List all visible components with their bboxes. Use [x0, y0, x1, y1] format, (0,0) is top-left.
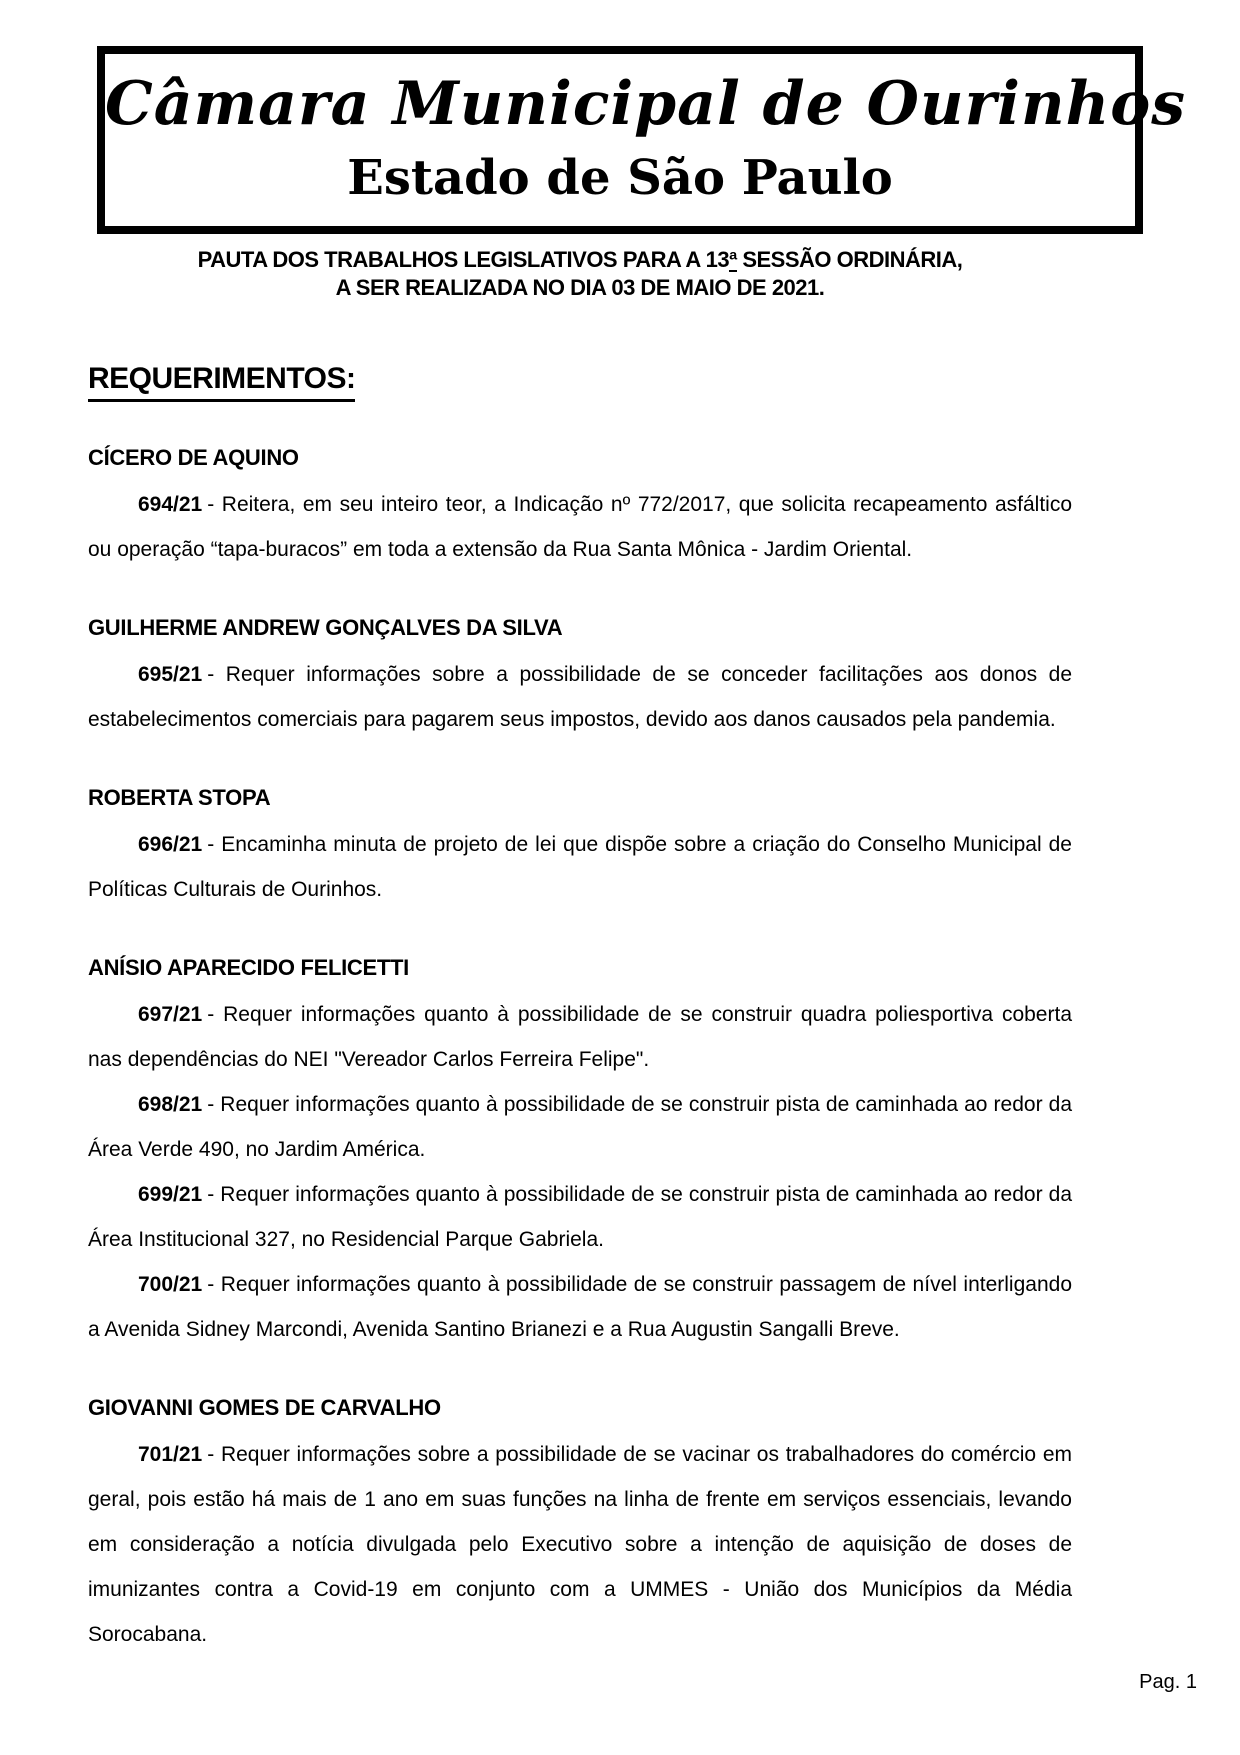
section-title: REQUERIMENTOS:: [88, 362, 355, 402]
org-title: Câmara Municipal de Ourinhos: [105, 69, 1187, 139]
requerimento-number: 697/21: [138, 1003, 203, 1026]
requerimento-text: - Requer informações quanto à possibilidade de se construir pista de caminhada ao redor da Área Verde 490, no Jardim América.: [88, 1093, 1072, 1161]
requerimento-item: [88, 822, 1072, 912]
author-items: [88, 822, 1072, 912]
requerimento-item: [88, 1262, 1072, 1352]
requerimento-text: - Requer informações sobre a possibilidade de se conceder facilitações aos donos de estabelecimentos comerciais para pagarem seus impostos, devido aos danos causados pela pandemia.: [88, 663, 1072, 731]
notice-line1-tail: SESSÃO ORDINÁRIA,: [736, 247, 963, 272]
author-items: [88, 992, 1072, 1352]
requerimento-number: 700/21: [138, 1273, 203, 1296]
author-name: CÍCERO DE AQUINO: [88, 445, 299, 470]
page-number: Pag. 1: [1139, 1671, 1197, 1693]
requerimento-number: 696/21: [138, 833, 203, 856]
author-items: [88, 482, 1072, 572]
requerimento-item: [88, 1432, 1072, 1657]
requerimento-text: - Requer informações sobre a possibilidade de se vacinar os trabalhadores do comércio em geral, pois estão há mais de 1 ano em suas funções na linha de frente em serviços essenciais, levando em consideração a notícia divulgada pelo Executivo sobre a intenção de aquisição de doses de imunizantes contra a Covid-19 em conjunto com a UMMES - União dos Municípios da Média Sorocabana.: [88, 1443, 1072, 1646]
notice-line1-text: PAUTA DOS TRABALHOS LEGISLATIVOS PARA A 13: [197, 247, 730, 272]
document-content: [88, 246, 1072, 1657]
session-notice-line2: A SER REALIZADA NO DIA 03 DE MAIO DE 2021.: [335, 275, 825, 300]
author-name: ANÍSIO APARECIDO FELICETTI: [88, 955, 409, 980]
requerimentos-list: [88, 444, 1072, 1657]
requerimento-group: [88, 444, 1072, 572]
author-name: GIOVANNI GOMES DE CARVALHO: [88, 1395, 441, 1420]
requerimento-text: - Reitera, em seu inteiro teor, a Indicação nº 772/2017, que solicita recapeamento asfáltico ou operação “tapa-buracos” em toda a extensão da Rua Santa Mônica - Jardim Oriental.: [88, 493, 1072, 561]
requerimento-group: [88, 1394, 1072, 1657]
author-name: GUILHERME ANDREW GONÇALVES DA SILVA: [88, 615, 563, 640]
requerimento-number: 695/21: [138, 663, 203, 686]
requerimento-number: 699/21: [138, 1183, 203, 1206]
requerimento-item: [88, 992, 1072, 1082]
org-state-subtitle: Estado de São Paulo: [347, 150, 893, 206]
session-notice: [88, 246, 1072, 302]
requerimento-group: [88, 614, 1072, 742]
requerimento-item: [88, 652, 1072, 742]
requerimento-item: [88, 482, 1072, 572]
requerimento-group: [88, 954, 1072, 1352]
requerimento-text: - Requer informações quanto à possibilidade de se construir pista de caminhada ao redor da Área Institucional 327, no Residencial Parque Gabriela.: [88, 1183, 1072, 1251]
author-items: [88, 1432, 1072, 1657]
requerimento-item: [88, 1082, 1072, 1172]
header-box: [97, 46, 1187, 234]
ordinal-indicator: ª: [729, 247, 737, 272]
requerimento-text: - Requer informações quanto à possibilidade de se construir quadra poliesportiva coberta nas dependências do NEI "Vereador Carlos Ferreira Felipe".: [88, 1003, 1072, 1071]
requerimento-number: 694/21: [138, 493, 203, 516]
requerimento-item: [88, 1172, 1072, 1262]
requerimento-number: 698/21: [138, 1093, 203, 1116]
author-items: [88, 652, 1072, 742]
requerimento-text: - Encaminha minuta de projeto de lei que dispõe sobre a criação do Conselho Municipal de Políticas Culturais de Ourinhos.: [88, 833, 1072, 901]
requerimento-group: [88, 784, 1072, 912]
author-name: ROBERTA STOPA: [88, 785, 271, 810]
requerimento-number: 701/21: [138, 1443, 203, 1466]
requerimento-text: - Requer informações quanto à possibilidade de se construir passagem de nível interligando a Avenida Sidney Marcondi, Avenida Santino Brianezi e a Rua Augustin Sangalli Breve.: [88, 1273, 1072, 1341]
session-notice-line1: [88, 246, 1072, 274]
